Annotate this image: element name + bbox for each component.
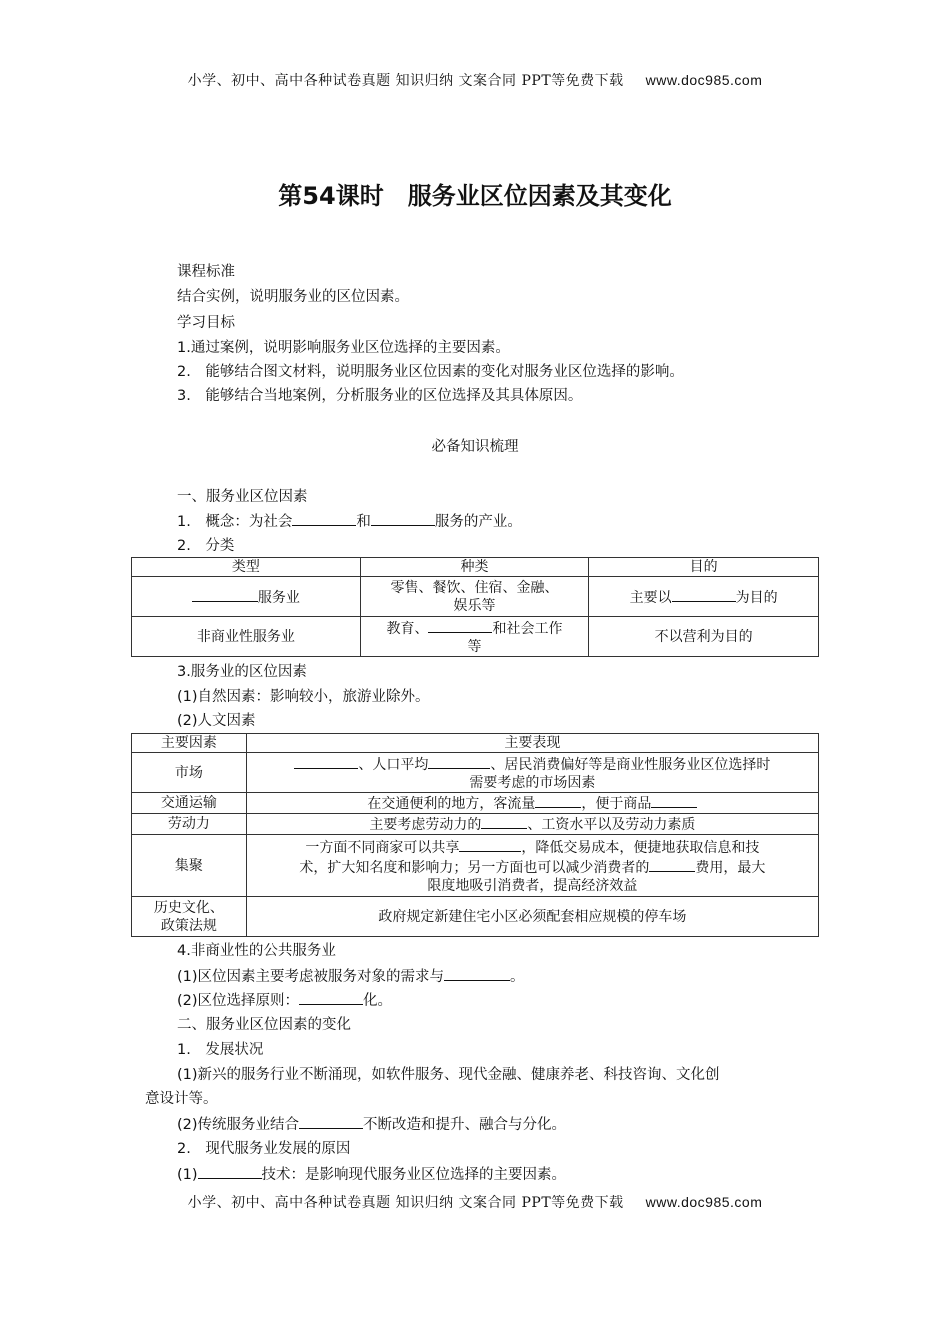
table-cell [589,577,819,617]
public-2 [177,990,392,1011]
goal-2: 2. 能够结合图文材料，说明服务业区位因素的变化对服务业区位选择的影响。 [177,364,684,380]
line-text: 。 [510,969,525,985]
page-footer [0,1192,950,1212]
cell-text: 和社会工作 [492,620,563,637]
line-text: 不断改造和提升、融合与分化。 [363,1117,567,1133]
cell-text: 服务业 [257,589,300,606]
table-cell [246,753,818,793]
course-standard-text: 结合实例，说明服务业的区位因素。 [177,289,409,305]
cell-text: 限度地吸引消费者，提高经济效益 [427,877,638,894]
goal-3: 3. 能够结合当地案例，分析服务业的区位选择及其具体原因。 [177,388,583,404]
table-cell: 不以营利为目的 [589,617,819,657]
line-text: 化。 [363,993,393,1009]
table-cell: 集聚 [132,835,247,897]
factors-heading: 3.服务业的区位因素 [177,664,307,680]
cell-text: 主要考虑劳动力的 [369,817,482,833]
blank [428,618,492,633]
blank [192,587,258,602]
cell-text: 费用，最大 [695,859,766,876]
page-header [0,70,950,90]
table-cell [246,814,818,835]
concept-line [177,511,522,532]
concept-text-c: 服务的产业。 [434,514,522,530]
reasons-heading: 2. 现代服务业发展的原因 [177,1141,351,1157]
blank [651,793,697,808]
cell-text: 零售、餐饮、住宿、金融、 [390,579,559,596]
header-text: 小学、初中、高中各种试卷真题 知识归纳 文案合同 PPT等免费下载 [187,73,624,89]
blank [672,587,736,602]
blank [299,1114,363,1129]
cell-text: 为目的 [735,589,778,606]
cell-text: ，便于商品 [581,796,652,812]
table-header: 种类 [360,558,589,577]
blank [371,511,435,526]
footer-text: 小学、初中、高中各种试卷真题 知识归纳 文案合同 PPT等免费下载 [187,1195,624,1211]
table-cell: 劳动力 [132,814,247,835]
cell-text: ，降低交易成本，便捷地获取信息和技 [521,839,760,856]
line-text: (2)区位选择原则： [177,993,300,1009]
status-heading: 1. 发展状况 [177,1042,264,1058]
blank [292,511,356,526]
category-heading: 2. 分类 [177,538,235,554]
table-cell: 非商业性服务业 [132,617,361,657]
public-1 [177,966,525,987]
cell-text: 教育、 [386,620,429,637]
section-heading: 必备知识梳理 [431,439,519,455]
line-text: (2)传统服务业结合 [177,1117,300,1133]
header-url[interactable]: www.doc985.com [645,72,763,88]
cell-text: 一方面不同商家可以共享 [305,839,460,856]
footer-url[interactable]: www.doc985.com [645,1194,763,1210]
table-cell [132,577,361,617]
table-header: 类型 [132,558,361,577]
goal-1: 1.通过案例，说明影响服务业区位选择的主要因素。 [177,340,510,356]
table-header: 主要表现 [246,734,818,753]
concept-text-b: 和 [356,514,371,530]
table-cell: 交通运输 [132,793,247,814]
public-heading: 4.非商业性的公共服务业 [177,943,336,959]
factors-table [131,733,819,937]
part2-heading: 二、服务业区位因素的变化 [177,1017,351,1033]
cell-text: 主要以 [629,589,672,606]
cell-text: 等 [467,638,482,655]
table-cell: 市场 [132,753,247,793]
cell-text: 需要考虑的市场因素 [469,774,596,791]
cell-text: 、人口平均 [358,756,429,773]
blank [649,857,695,872]
blank [459,837,521,852]
line-text: (1) [177,1167,198,1183]
blank [198,1164,262,1179]
cell-text: 历史文化、 [153,899,224,916]
goals-heading: 学习目标 [177,315,235,331]
cell-text: 在交通便利的地方，客流量 [367,796,536,812]
status-1b: 意设计等。 [145,1091,218,1107]
cell-text: 娱乐等 [453,597,496,614]
status-2 [177,1114,566,1135]
blank [294,754,358,769]
blank [481,814,527,829]
human-factor: (2)人文因素 [177,713,256,729]
blank [428,754,490,769]
concept-text-a: 1. 概念：为社会 [177,514,293,530]
line-text: 技术：是影响现代服务业区位选择的主要因素。 [261,1167,567,1183]
table-cell [246,793,818,814]
blank [299,990,363,1005]
reason-1 [177,1164,566,1185]
blank [444,966,510,981]
cell-text: 术，扩大知名度和影响力；另一方面也可以减少消费者的 [299,859,650,876]
table-cell [360,617,589,657]
cell-text: 、工资水平以及劳动力素质 [527,817,696,833]
table-cell [246,835,818,897]
table-cell [360,577,589,617]
cell-text: 、居民消费偏好等是商业性服务业区位选择时 [490,756,771,773]
category-table [131,557,819,657]
cell-text: 政策法规 [160,917,217,934]
table-cell: 政府规定新建住宅小区必须配套相应规模的停车场 [246,897,818,937]
table-header: 目的 [589,558,819,577]
page-title: 第54课时 服务业区位因素及其变化 [278,182,672,210]
part1-heading: 一、服务业区位因素 [177,489,308,505]
table-cell [132,897,247,937]
table-header: 主要因素 [132,734,247,753]
line-text: (1)区位因素主要考虑被服务对象的需求与 [177,969,445,985]
natural-factor: (1)自然因素：影响较小，旅游业除外。 [177,689,430,705]
course-standard-heading: 课程标准 [177,264,235,280]
blank [535,793,581,808]
status-1a: (1)新兴的服务行业不断涌现，如软件服务、现代金融、健康养老、科技咨询、文化创 [177,1067,720,1083]
